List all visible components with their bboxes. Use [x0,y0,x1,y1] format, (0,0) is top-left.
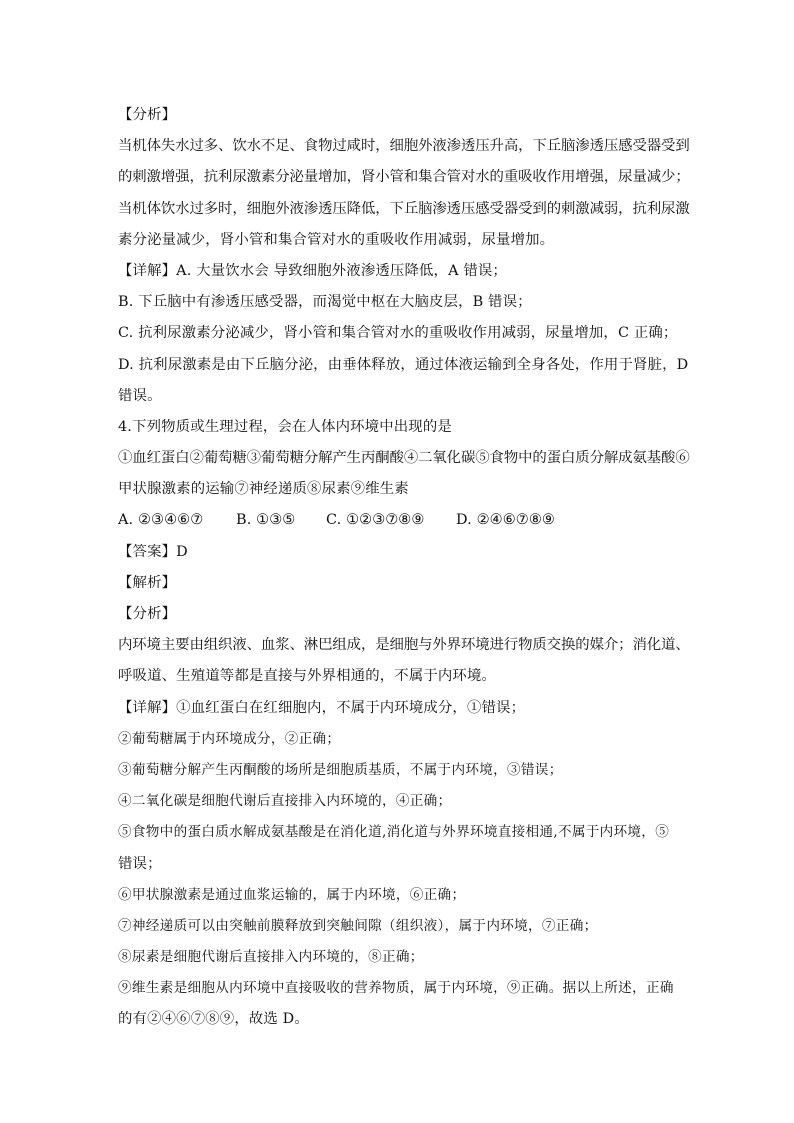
detail-line-a: 【详解】A. 大量饮水会 导致细胞外液渗透压降低，A 错误； [118,262,507,279]
detail-item-5: ⑤食物中的蛋白质水解成氨基酸是在消化道,消化道与外界环境直接相通,不属于内环境，⑤ [118,824,670,841]
option-c: C. ①②③⑦⑧⑨ [326,512,425,529]
detail-line-b: B. 下丘脑中有渗透压感受器，而渴觉中枢在大脑皮层，B 错误； [118,294,532,311]
answer-line: 【答案】D [118,543,188,560]
question-4-items-cont: 甲状腺激素的运输⑦神经递质⑧尿素⑨维生素 [118,481,409,498]
detail-item-4: ④二氧化碳是细胞代谢后直接排入内环境的，④正确； [118,793,452,810]
question-4-items: ①血红蛋白②葡萄糖③葡萄糖分解产生丙酮酸④二氧化碳⑤食物中的蛋白质分解成氨基酸⑥ [118,450,690,467]
detail-item-2: ②葡萄糖属于内环境成分，②正确； [118,730,341,747]
analysis-text-line: 的刺激增强，抗利尿激素分泌量增加，肾小管和集合管对水的重吸收作用增强，尿量减少； [118,169,690,186]
question-4-stem: 4.下列物质或生理过程，会在人体内环境中出现的是 [118,418,452,435]
detail-item-3: ③葡萄糖分解产生丙酮酸的场所是细胞质基质，不属于内环境，③错误； [118,761,563,778]
detail-item-9: ⑨维生素是细胞从内环境中直接吸收的营养物质，属于内环境，⑨正确。据以上所述，正确 [118,980,674,997]
section-heading-analysis: 【分析】 [118,107,177,123]
detail-item-6: ⑥甲状腺激素是通过血浆运输的，属于内环境，⑥正确； [118,886,466,903]
section-heading-analysis: 【分析】 [118,606,177,622]
detail-item-7: ⑦神经递质可以由突触前膜释放到突触间隙（组织液），属于内环境，⑦正确； [118,917,598,934]
option-a: A. ②③④⑥⑦ [118,512,204,529]
detail-item-5-cont: 错误； [118,855,162,872]
option-b: B. ①③⑤ [236,512,296,529]
detail-item-1: 【详解】①血红蛋白在红细胞内，不属于内环境成分，①错误； [118,699,526,716]
detail-item-8: ⑧尿素是细胞代谢后直接排入内环境的，⑧正确； [118,949,424,966]
detail-line-d: D. 抗利尿激素是由下丘脑分泌，由垂体释放，通过体液运输到全身各处，作用于肾脏，D [118,356,689,373]
analysis-text-line: 当机体失水过多、饮水不足、食物过咸时，细胞外液渗透压升高，下丘脑渗透压感受器受到 [118,138,690,155]
conclusion-line: 的有②④⑥⑦⑧⑨，故选 D。 [118,1011,309,1028]
analysis-text-line: 呼吸道、生殖道等都是直接与外界相通的，不属于内环境。 [118,668,497,685]
answer-options [118,505,678,536]
detail-line-d-cont: 错误。 [118,387,162,404]
section-heading-explanation: 【解析】 [118,574,177,591]
analysis-text-line: 当机体饮水过多时，细胞外液渗透压降低，下丘脑渗透压感受器受到的刺激减弱，抗利尿激 [118,200,690,217]
analysis-text-line: 素分泌量减少，肾小管和集合管对水的重吸收作用减弱，尿量增加。 [118,231,555,248]
document-page [118,100,690,1036]
analysis-text-line: 内环境主要由组织液、血浆、淋巴组成，是细胞与外界环境进行物质交换的媒介；消化道、 [118,637,690,654]
option-d: D. ②④⑥⑦⑧⑨ [456,512,555,529]
detail-line-c: C. 抗利尿激素分泌减少，肾小管和集合管对水的重吸收作用减弱，尿量增加，C 正确； [118,325,678,342]
